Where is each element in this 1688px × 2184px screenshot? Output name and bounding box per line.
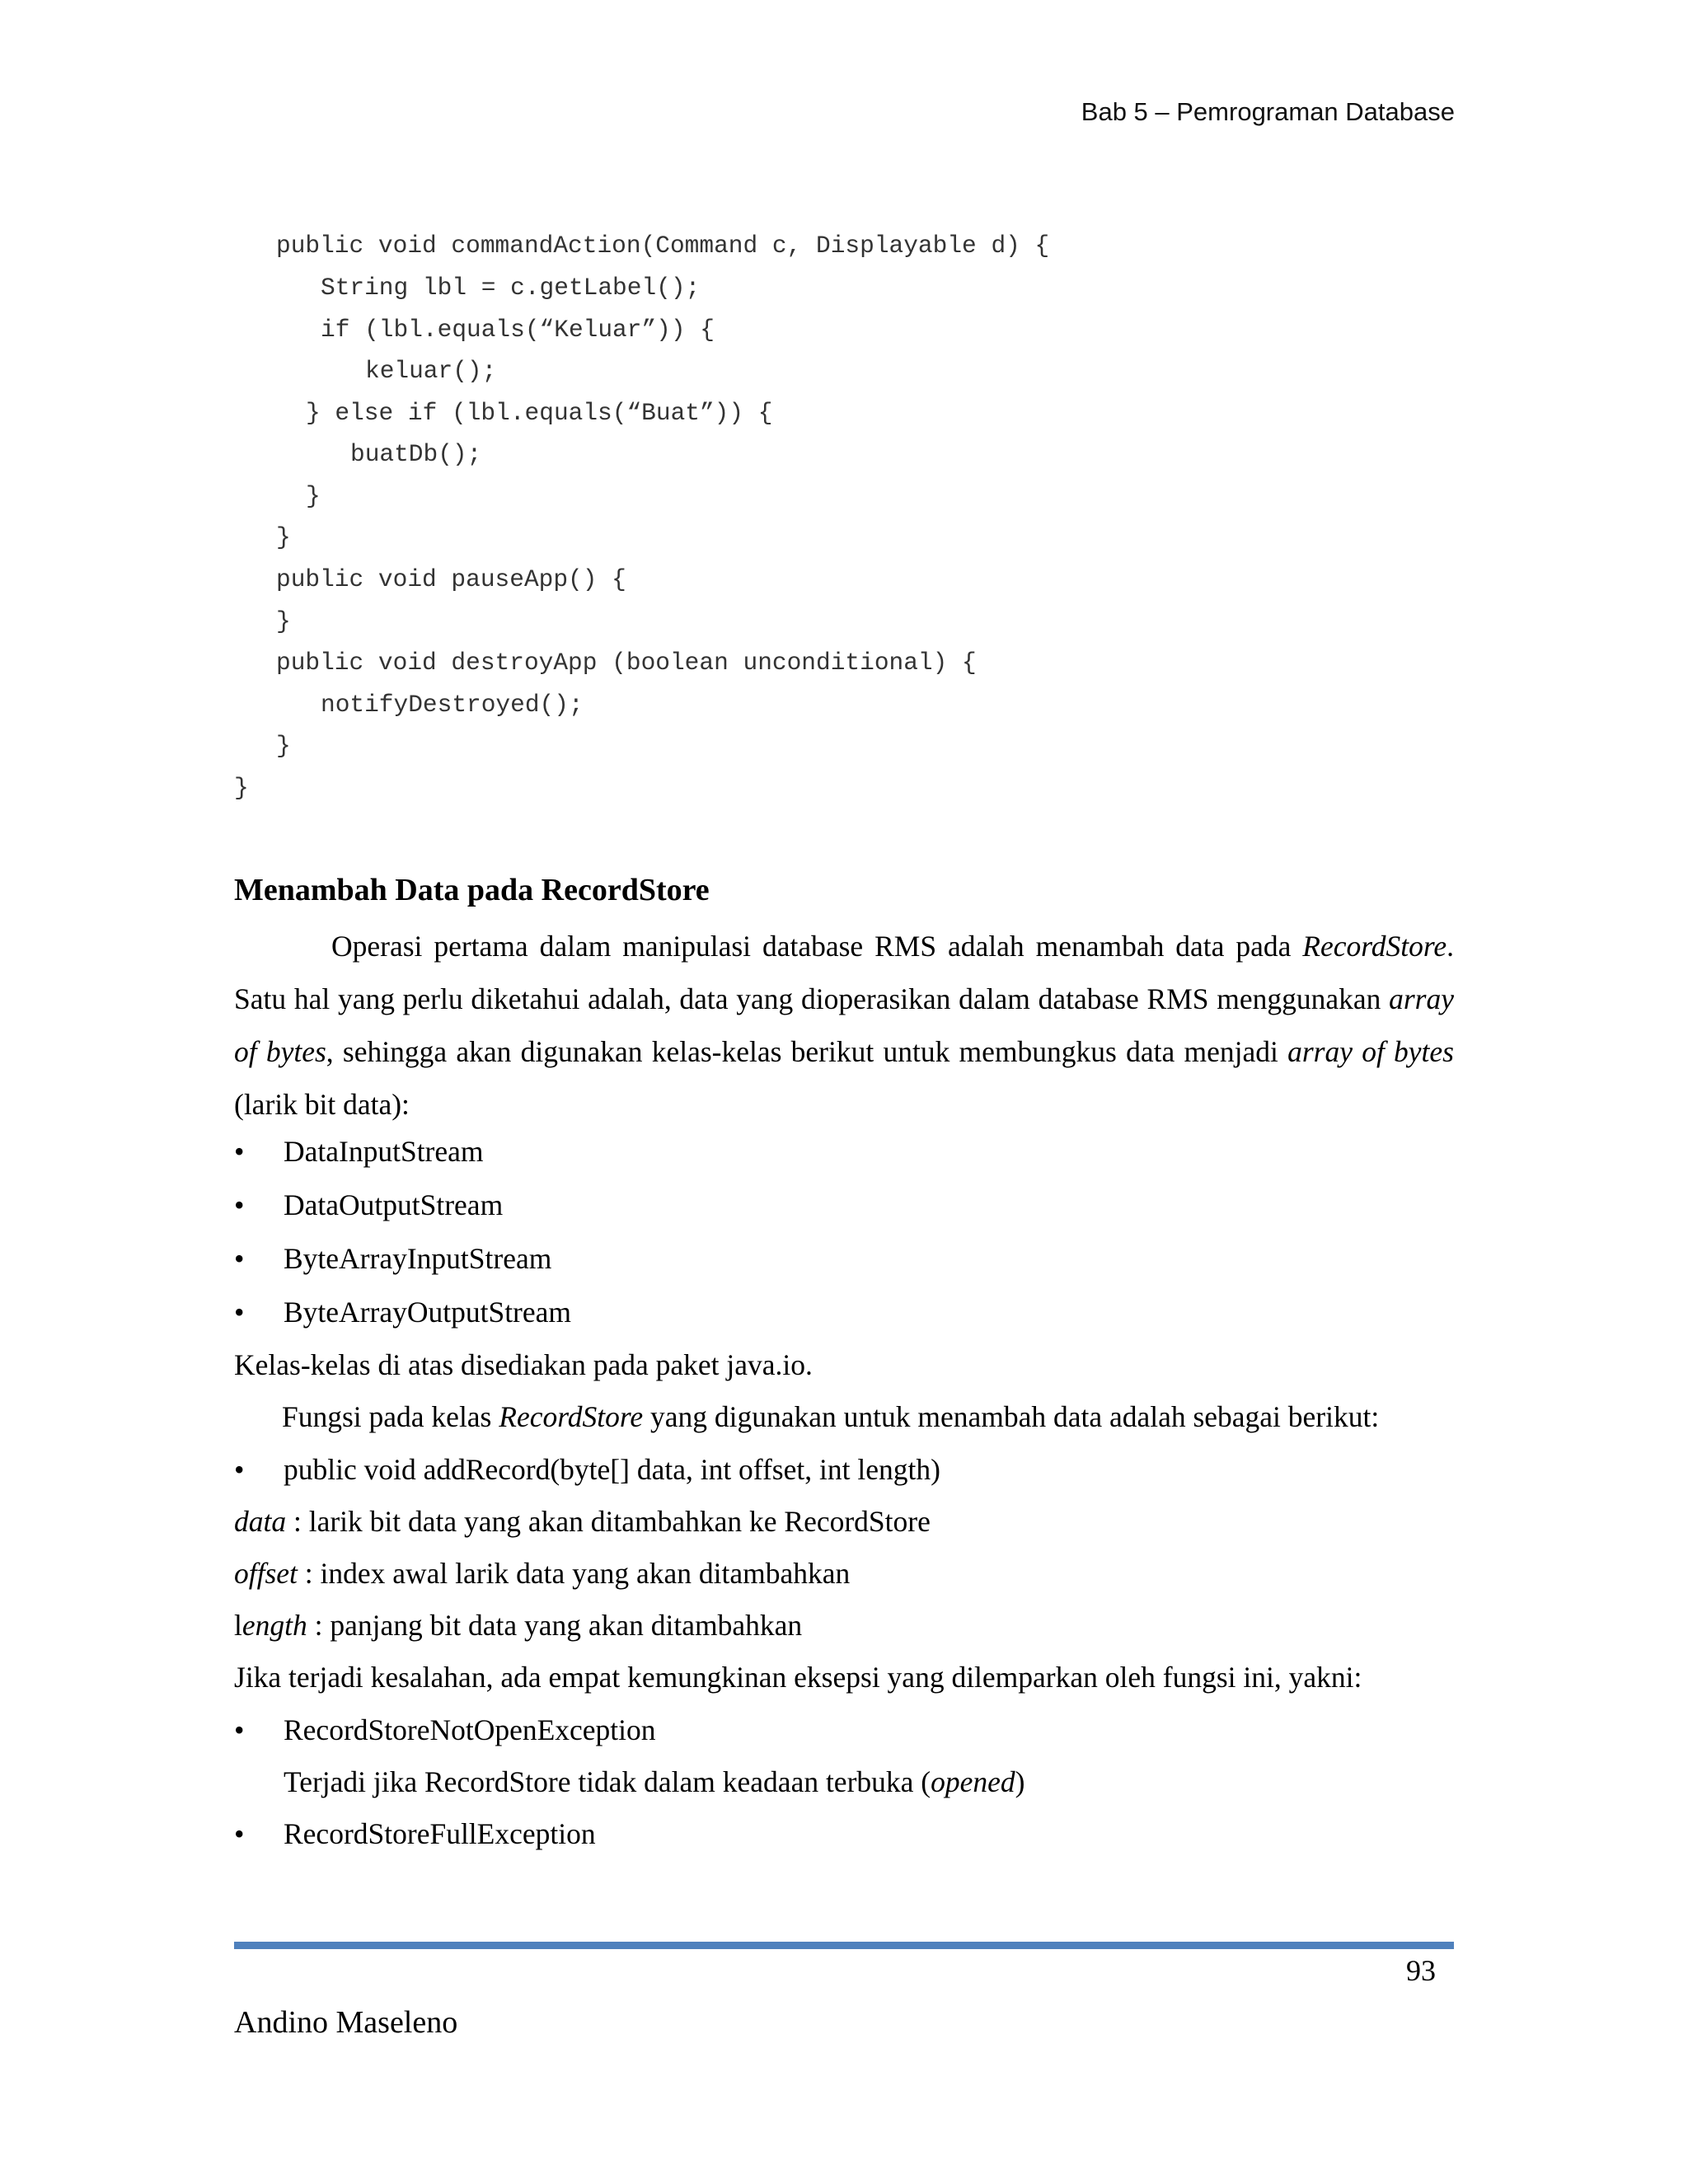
section-heading: Menambah Data pada RecordStore (234, 873, 710, 907)
intro-text: Operasi pertama dalam manipulasi database RMS adalah menambah data pada (331, 930, 1303, 963)
class-name: DataOutputStream (284, 1188, 504, 1221)
page-number: 93 (1406, 1954, 1436, 1987)
intro-italic: RecordStore (1302, 930, 1447, 963)
param-desc: : index awal larik data yang akan ditambahkan (297, 1557, 851, 1590)
code-line: } (276, 732, 291, 760)
code-line: } (276, 523, 291, 551)
author-name: Andino Maseleno (234, 2005, 458, 2040)
footer-rule (234, 1942, 1454, 1949)
running-header: Bab 5 – Pemrograman Database (1081, 97, 1455, 126)
intro-text: (larik bit data): (234, 1088, 410, 1121)
bullet-icon: • (234, 1817, 245, 1850)
code-line: } (276, 607, 291, 635)
code-line: String lbl = c.getLabel(); (321, 274, 701, 302)
param-length (234, 1607, 802, 1643)
package-note: Kelas-kelas di atas disediakan pada paket java.io. (234, 1348, 813, 1381)
param-name: data (234, 1505, 287, 1538)
intro-text: , sehingga akan digunakan kelas-kelas berikut untuk membungkus data menjadi (326, 1035, 1288, 1068)
function-intro-text: yang digunakan untuk menambah data adalah sebagai berikut: (643, 1400, 1380, 1433)
bullet-icon: • (234, 1453, 245, 1486)
param-name: offset (234, 1557, 298, 1590)
exception-desc-text: Terjadi jika RecordStore tidak dalam keadaan terbuka ( (284, 1765, 931, 1798)
method-signature: public void addRecord(byte[] data, int offset, int length) (284, 1453, 940, 1486)
exception-name: RecordStoreNotOpenException (284, 1713, 656, 1746)
code-line: notifyDestroyed(); (321, 691, 584, 719)
class-name: DataInputStream (284, 1135, 484, 1168)
exceptions-intro: Jika terjadi kesalahan, ada empat kemungkinan eksepsi yang dilemparkan oleh fungsi ini, yakni: (234, 1661, 1362, 1694)
intro-paragraph (234, 920, 1454, 1131)
exception-name: RecordStoreFullException (284, 1817, 596, 1850)
code-line: buatDb(); (350, 440, 482, 468)
param-desc: : panjang bit data yang akan ditambahkan (307, 1609, 803, 1642)
function-intro-text: Fungsi pada kelas (282, 1400, 499, 1433)
bullet-icon: • (234, 1713, 245, 1746)
code-line: } (306, 482, 321, 510)
intro-italic: array of bytes (234, 982, 1454, 1068)
code-line: if (lbl.equals(“Keluar”)) { (321, 316, 715, 344)
code-line: keluar(); (365, 357, 497, 385)
function-intro (282, 1399, 1379, 1435)
code-line: } else if (lbl.equals(“Buat”)) { (306, 399, 773, 427)
code-line: public void commandAction(Command c, Displayable d) { (276, 232, 1050, 260)
bullet-icon: • (234, 1242, 245, 1275)
exception-desc-italic: opened (931, 1765, 1015, 1798)
class-name: ByteArrayOutputStream (284, 1296, 572, 1329)
bullet-icon: • (234, 1135, 245, 1168)
intro-italic: array of bytes (1287, 1035, 1454, 1068)
param-desc: : larik bit data yang akan ditambahkan ke RecordStore (286, 1505, 931, 1538)
code-line: public void destroyApp (boolean unconditional) { (276, 649, 977, 677)
exception-description (284, 1764, 1025, 1800)
param-data (234, 1503, 931, 1540)
exception-desc-text: ) (1015, 1765, 1025, 1798)
code-line: public void pauseApp() { (276, 565, 626, 593)
bullet-icon: • (234, 1188, 245, 1221)
param-offset (234, 1555, 850, 1591)
function-intro-italic: RecordStore (499, 1400, 644, 1433)
param-name-prefix: l (234, 1609, 242, 1642)
intro-text: . Satu hal yang perlu diketahui adalah, data yang dioperasikan dalam database RMS menggunakan (234, 930, 1454, 1015)
class-name: ByteArrayInputStream (284, 1242, 552, 1275)
param-name: ength (241, 1609, 307, 1642)
bullet-icon: • (234, 1296, 245, 1329)
code-line: } (234, 774, 249, 802)
